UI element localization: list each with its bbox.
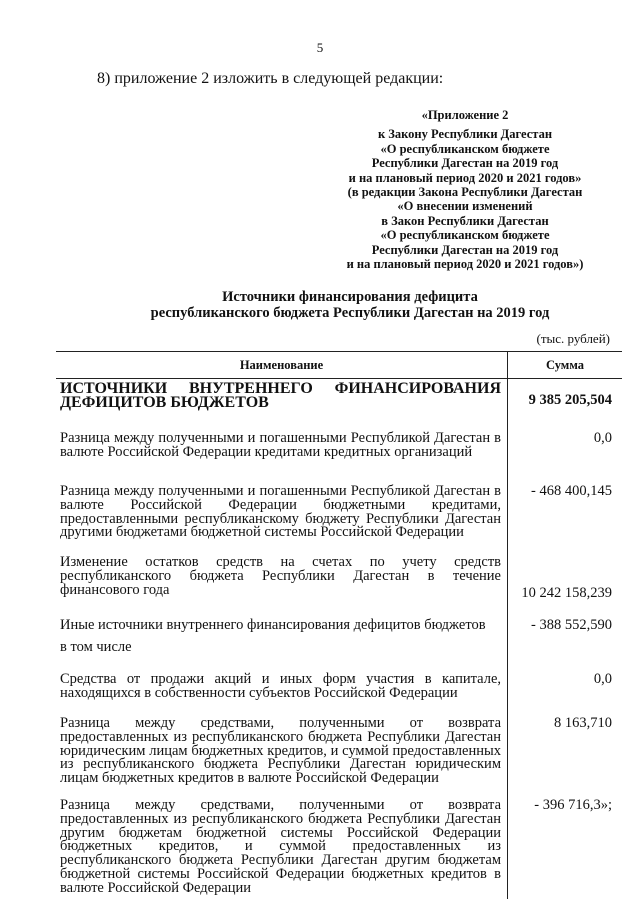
table-row [56, 428, 622, 476]
row-sum: - 468 400,145 [531, 483, 612, 499]
row-name: Изменение остатков средств на счетах по учету средств республиканского бюджета Республики Дагестан в течение финансового года [56, 550, 508, 611]
row-name: Разница между полученными и погашенными Республикой Дагестан в валюте Российской Федерации кредитами кредитных организаций [56, 428, 508, 476]
title-line-1: Источники финансирования дефицита [222, 289, 478, 305]
row-sum: 0,0 [593, 430, 612, 446]
units-label: (тыс. рублей) [536, 331, 610, 346]
appendix-line: и на плановый период 2020 и 2021 годов» [348, 170, 582, 185]
appendix-line: Республики Дагестан на 2019 год [371, 242, 559, 257]
appendix-line: и на плановый период 2020 и 2021 годов») [346, 257, 584, 272]
row-name: Средства от продажи акций и иных форм участия в капитале, находящихся в собственности субъектов Российской Федерации [56, 667, 508, 708]
table-row [56, 476, 622, 550]
financing-sources-table [56, 351, 622, 899]
row-sum: - 396 716,3»; [534, 797, 612, 813]
row-sum: 10 242 158,239 [521, 585, 612, 602]
row-sum: - 388 552,590 [531, 617, 612, 633]
appendix-line: «О республиканском бюджете [380, 228, 550, 243]
row-name: Разница между полученными и погашенными Республикой Дагестан в валюте Российской Федерации бюджетными кредитами, предоставленными республиканскому бюджету Республики Дагестан другими бюджетами бюджетной системы Российской Федерации [56, 476, 508, 550]
appendix-line: (в редакции Закона Республики Дагестан [347, 185, 583, 200]
column-header-sum: Сумма [508, 352, 623, 379]
appendix-line: «О внесении изменений [397, 199, 533, 214]
table-row [56, 611, 622, 639]
page-number: 5 [316, 40, 324, 55]
table-row [56, 550, 622, 611]
table-row [56, 791, 622, 899]
table-row [56, 667, 622, 708]
row-sum [508, 639, 623, 667]
appendix-header [320, 108, 610, 271]
row-sum: 9 385 205,504 [528, 392, 612, 408]
title-line-2: республиканского бюджета Республики Дагестан на 2019 год [150, 305, 550, 321]
row-sum: 0,0 [593, 671, 612, 687]
row-name: Разница между средствами, полученными от возврата предоставленных из республиканского бюджета Республики Дагестан юридическим лицам бюджетных кредитов, и суммой предоставленных из республиканского бюджета Республики Дагестан юридическим лицам бюджетных кредитов в валюте Российской Федерации [56, 708, 508, 791]
row-name: Разница между средствами, полученными от возврата предоставленных из республиканского бюджета Республики Дагестан другим бюджетам бюджетной системы Российской Федерации бюджетных кредитов, и суммой предоставленных из республиканского бюджета Республики Дагестан другим бюджетам бюджетной системы Российской Федерации бюджетных кредитов в валюте Российской Федерации [56, 791, 508, 899]
appendix-line: «О республиканском бюджете [380, 141, 550, 156]
intro-text: 8) приложение 2 изложить в следующей редакции: [97, 70, 444, 87]
appendix-line: в Закон Республики Дагестан [381, 213, 549, 228]
row-sum: 8 163,710 [554, 715, 612, 731]
table-row [56, 639, 622, 667]
document-title [0, 289, 640, 321]
appendix-line: «Приложение 2 [421, 108, 509, 122]
table-row [56, 379, 622, 429]
table-row [56, 708, 622, 791]
row-name: в том числе [56, 639, 508, 667]
table-header-row [56, 352, 622, 379]
row-name: ИСТОЧНИКИ ВНУТРЕННЕГО ФИНАНСИРОВАНИЯ ДЕФИЦИТОВ БЮДЖЕТОВ [56, 379, 508, 429]
appendix-line: к Закону Республики Дагестан [377, 127, 553, 142]
appendix-line: Республики Дагестан на 2019 год [371, 156, 559, 171]
row-name: Иные источники внутреннего финансирования дефицитов бюджетов [56, 611, 508, 639]
column-header-name: Наименование [56, 352, 508, 379]
